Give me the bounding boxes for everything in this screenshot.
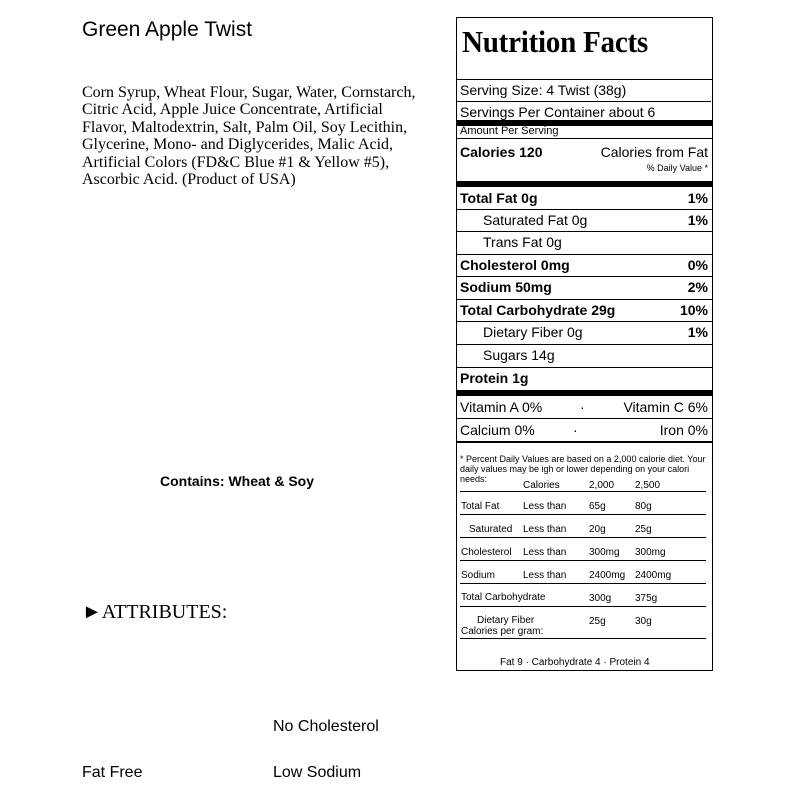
divider — [457, 79, 712, 80]
nutrient-cholesterol — [460, 257, 708, 273]
dv-table-cell: 300g — [589, 593, 612, 604]
dv-table-cell: Total Carbohydrate — [461, 592, 546, 603]
separator-dot: · — [580, 399, 585, 415]
dv-table-cell: Less than — [523, 524, 567, 535]
separator-dot: · — [573, 422, 578, 438]
nutrient-dv: 1% — [687, 190, 708, 206]
vitamin-c: Vitamin C 6% — [623, 399, 708, 415]
nutrient-total-carbohydrate — [460, 302, 708, 318]
dv-table-cell: 2400mg — [589, 570, 626, 581]
product-title: Green Apple Twist — [82, 18, 253, 41]
nutrient-dv: 1% — [687, 212, 708, 228]
nutrient-label: Saturated Fat 0g — [483, 212, 588, 228]
iron: Iron 0% — [659, 422, 708, 438]
dv-table-cell: 300mg — [635, 547, 666, 558]
allergen-statement: Contains: Wheat & Soy — [160, 473, 315, 489]
dv-table-cell: 20g — [589, 524, 606, 535]
nutrient-dv: 0% — [687, 257, 708, 273]
dv-table-cell: 2400mg — [635, 570, 672, 581]
dv-table-cell: Saturated — [469, 524, 513, 535]
nutrient-dv: 2% — [687, 279, 708, 295]
divider-thick — [457, 181, 712, 187]
nutrient-dv: 1% — [687, 324, 708, 340]
nutrition-facts-panel — [456, 17, 713, 671]
dv-table-header-2500: 2,500 — [635, 480, 661, 491]
dv-table-cell: 30g — [635, 616, 652, 627]
dv-table-cell: Less than — [523, 547, 567, 558]
dv-table-header-2000: 2,000 — [589, 480, 615, 491]
nutrition-facts-title: Nutrition Facts — [462, 24, 648, 59]
dv-table-cell: 375g — [635, 593, 658, 604]
nutrient-sugars — [460, 347, 708, 363]
attribute-fat-free: Fat Free — [82, 764, 143, 781]
nutrient-protein — [460, 370, 708, 386]
divider — [457, 101, 711, 102]
vitamin-a: Vitamin A 0% — [460, 399, 543, 415]
attribute-low-sodium: Low Sodium — [273, 764, 362, 781]
serving-size: Serving Size: 4 Twist (38g) — [460, 82, 627, 98]
divider-thick — [457, 390, 712, 396]
nutrient-trans-fat — [460, 234, 708, 250]
calories-per-gram-values: Fat 9 · Carbohydrate 4 · Protein 4 — [500, 657, 650, 668]
calories-per-gram-label: Calories per gram: — [461, 626, 544, 637]
dv-table-cell: 300mg — [589, 547, 620, 558]
vitamin-row-1 — [460, 399, 708, 415]
nutrient-label: Trans Fat 0g — [483, 234, 562, 250]
nutrient-label: Sugars 14g — [483, 347, 555, 363]
nutrient-label: Sodium 50mg — [460, 279, 552, 295]
nutrient-sodium — [460, 279, 708, 295]
daily-value-header: % Daily Value * — [646, 163, 708, 173]
amount-per-serving: Amount Per Serving — [460, 125, 559, 137]
dv-table-cell: 65g — [589, 501, 606, 512]
attributes-heading: ►ATTRIBUTES: — [82, 601, 228, 623]
nutrient-dv: 10% — [679, 302, 708, 318]
calcium: Calcium 0% — [460, 422, 535, 438]
ingredients-list: Corn Syrup, Wheat Flour, Sugar, Water, Cornstarch, Citric Acid, Apple Juice Concentrate, Artificial Flavor, Maltodextrin, Salt, Palm Oil, Soy Lecithin, Glycerine, Mono- and Diglycerides, Malic Acid, Artificial Colors (FD&C Blue #1 & Yellow #5), Ascorbic Acid. (Product of USA) — [82, 84, 416, 189]
calories-row — [460, 144, 708, 160]
dv-table-header-calories: Calories — [523, 480, 560, 491]
nutrient-dietary-fiber — [460, 324, 708, 340]
calories-from-fat: Calories from Fat — [600, 144, 708, 160]
nutrient-label: Total Fat 0g — [460, 190, 538, 206]
nutrient-saturated-fat — [460, 212, 708, 228]
dv-table-cell: 25g — [589, 616, 606, 627]
dv-table-cell: Less than — [523, 501, 567, 512]
attribute-no-cholesterol: No Cholesterol — [273, 718, 379, 735]
vitamin-row-2 — [460, 422, 708, 438]
dv-table-cell: Dietary Fiber — [477, 615, 535, 626]
nutrient-label: Total Carbohydrate 29g — [460, 302, 616, 318]
dv-table-cell: Total Fat — [461, 501, 500, 512]
servings-per-container: Servings Per Container about 6 — [460, 104, 656, 120]
nutrient-label: Dietary Fiber 0g — [483, 324, 583, 340]
dv-table-cell: Sodium — [461, 570, 495, 581]
dv-table-cell: Less than — [523, 570, 567, 581]
divider — [457, 138, 712, 139]
nutrient-label: Cholesterol 0mg — [460, 257, 570, 273]
dv-footnote: * Percent Daily Values are based on a 2,000 calorie diet. Your daily values may be igh or lower depending on your calori needs: — [460, 454, 706, 484]
nutrient-total-fat — [460, 190, 708, 206]
dv-table-cell: Cholesterol — [461, 547, 512, 558]
nutrient-label: Protein 1g — [460, 370, 529, 386]
calories-value: Calories 120 — [460, 144, 543, 160]
dv-table-cell: 25g — [635, 524, 652, 535]
dv-table-cell: 80g — [635, 501, 652, 512]
